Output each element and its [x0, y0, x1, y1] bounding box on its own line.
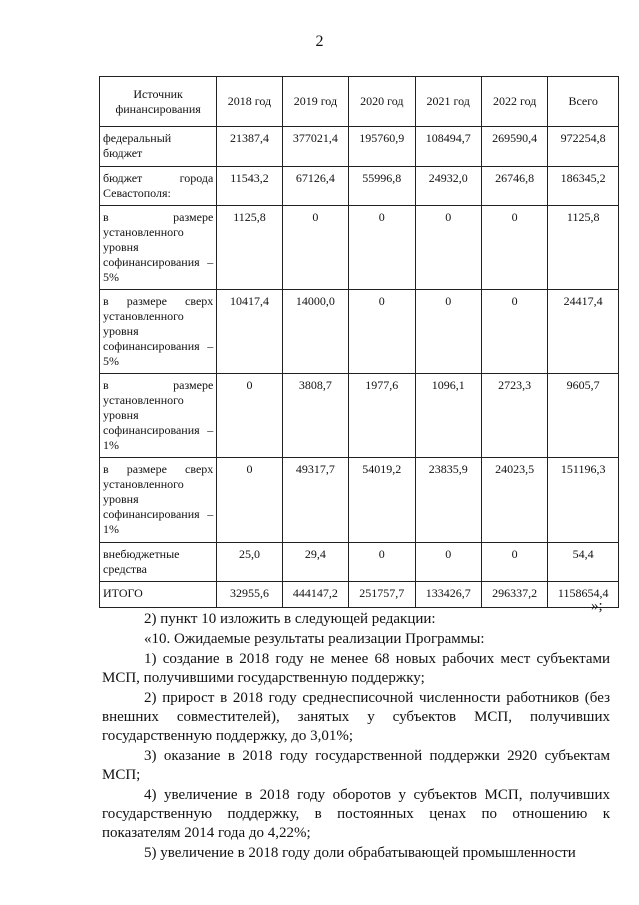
body-text [102, 610, 610, 864]
page-number: 2 [315, 33, 324, 50]
cell-value: 21387,4 [217, 127, 282, 167]
table-header-row [100, 77, 619, 127]
cell-value: 24023,5 [481, 458, 547, 543]
cell-value: 0 [415, 543, 481, 582]
cell-value: 1158654,4 [548, 582, 619, 608]
cell-value: 0 [217, 374, 282, 458]
column-header-source: Источник финансирования [100, 77, 217, 127]
cell-value: 269590,4 [481, 127, 547, 167]
cell-value: 26746,8 [481, 167, 547, 206]
cell-value: 0 [282, 206, 348, 290]
cell-value: 0 [481, 206, 547, 290]
cell-value: 3808,7 [282, 374, 348, 458]
cell-value: 11543,2 [217, 167, 282, 206]
cell-value: 54019,2 [349, 458, 415, 543]
table-row [100, 458, 619, 543]
paragraph: 1) создание в 2018 году не менее 68 новых рабочих мест субъектами МСП, получившими государственную поддержку; [102, 651, 610, 686]
paragraph: 5) увеличение в 2018 году доли обрабатывающей промышленности [144, 845, 576, 861]
row-source: внебюджетные средства [100, 543, 217, 582]
cell-value: 972254,8 [548, 127, 619, 167]
cell-value: 0 [415, 206, 481, 290]
cell-value: 10417,4 [217, 290, 282, 374]
paragraph: 2) прирост в 2018 году среднесписочной численности работников (без внешних совместителей), занятых у субъектов МСП, получивших государственную поддержку, до 3,01%; [102, 690, 610, 744]
closing-quote: »; [591, 598, 603, 614]
cell-value: 29,4 [282, 543, 348, 582]
cell-value: 23835,9 [415, 458, 481, 543]
cell-value: 14000,0 [282, 290, 348, 374]
column-header-total: Всего [548, 77, 619, 127]
column-header-2020: 2020 год [349, 77, 415, 127]
financing-table [99, 76, 619, 608]
cell-value: 1125,8 [548, 206, 619, 290]
cell-value: 24932,0 [415, 167, 481, 206]
paragraph: 2) пункт 10 изложить в следующей редакции: [144, 611, 436, 627]
cell-value: 377021,4 [282, 127, 348, 167]
table-row [100, 374, 619, 458]
cell-value: 251757,7 [349, 582, 415, 608]
cell-value: 54,4 [548, 543, 619, 582]
cell-value: 195760,9 [349, 127, 415, 167]
table-row [100, 290, 619, 374]
table-row [100, 543, 619, 582]
cell-value: 133426,7 [415, 582, 481, 608]
cell-value: 151196,3 [548, 458, 619, 543]
table-row [100, 206, 619, 290]
cell-value: 0 [349, 543, 415, 582]
row-source: в размере установленного уровня софинансирования – 1% [100, 374, 217, 458]
cell-value: 444147,2 [282, 582, 348, 608]
cell-value: 9605,7 [548, 374, 619, 458]
cell-value: 1977,6 [349, 374, 415, 458]
cell-value: 296337,2 [481, 582, 547, 608]
cell-value: 24417,4 [548, 290, 619, 374]
cell-value: 0 [349, 290, 415, 374]
row-source: в размере сверх установленного уровня софинансирования – 5% [100, 290, 217, 374]
cell-value: 1096,1 [415, 374, 481, 458]
row-source: в размере установленного уровня софинансирования – 5% [100, 206, 217, 290]
cell-value: 67126,4 [282, 167, 348, 206]
table-row [100, 127, 619, 167]
cell-value: 0 [481, 290, 547, 374]
column-header-2019: 2019 год [282, 77, 348, 127]
cell-value: 0 [415, 290, 481, 374]
cell-value: 49317,7 [282, 458, 348, 543]
cell-value: 2723,3 [481, 374, 547, 458]
cell-value: 55996,8 [349, 167, 415, 206]
row-source: федеральный бюджет [100, 127, 217, 167]
cell-value: 32955,6 [217, 582, 282, 608]
column-header-2021: 2021 год [415, 77, 481, 127]
cell-value: 25,0 [217, 543, 282, 582]
column-header-2022: 2022 год [481, 77, 547, 127]
paragraph: 3) оказание в 2018 году государственной поддержки 2920 субъектам МСП; [102, 748, 610, 783]
row-source: ИТОГО [100, 582, 217, 608]
table-row [100, 167, 619, 206]
paragraph: 4) увеличение в 2018 году оборотов у субъектов МСП, получивших государственную поддержку, в постоянных ценах по отношению к показателям 2014 года до 4,22%; [102, 787, 610, 841]
cell-value: 186345,2 [548, 167, 619, 206]
cell-value: 1125,8 [217, 206, 282, 290]
row-source: в размере сверх установленного уровня софинансирования – 1% [100, 458, 217, 543]
cell-value: 108494,7 [415, 127, 481, 167]
cell-value: 0 [481, 543, 547, 582]
cell-value: 0 [349, 206, 415, 290]
cell-value: 0 [217, 458, 282, 543]
row-source: бюджет города Севастополя: [100, 167, 217, 206]
table-total-row [100, 582, 619, 608]
paragraph: «10. Ожидаемые результаты реализации Программы: [144, 631, 485, 647]
column-header-2018: 2018 год [217, 77, 282, 127]
